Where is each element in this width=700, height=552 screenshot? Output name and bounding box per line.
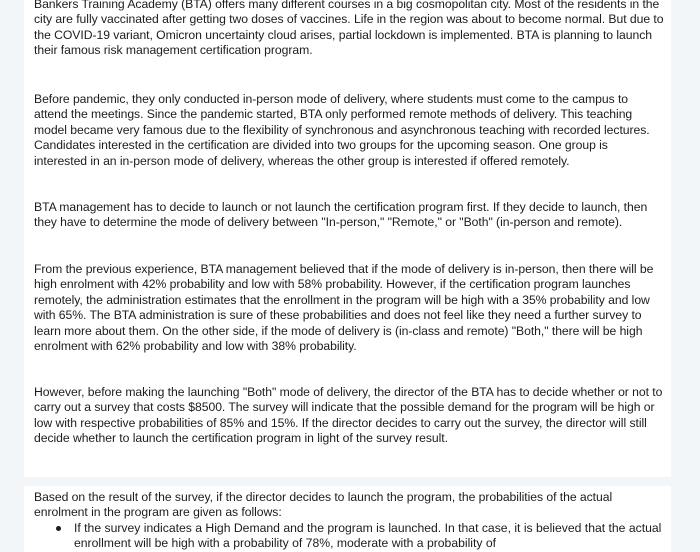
bullet-icon xyxy=(56,526,61,531)
document-panel-main xyxy=(24,0,671,477)
paragraph-intro: Bankers Training Academy (BTA) offers many different courses in a big cosmopolitan city. Most of the residents in the city are fully vaccinated after getting two doses of vaccines. Life in the region was about to become normal. But due to the COVID-19 variant, Omicron uncertainty cloud arises, partial lockdown is implemented. BTA is planning to launch their famous risk management certification program. xyxy=(34,0,664,58)
paragraph-enrolment-probabilities: From the previous experience, BTA management believed that if the mode of delivery is in-person, then there will be high enrolment with 42% probability and low with 58% probability. However, if the certification program launches remotely, the administration estimates that the enrollment in the program will be high with a 35% probability and low with 65%. The BTA administration is sure of these probabilities and does not feel like they need a further survey to learn more about them. On the other side, if the mode of delivery is (in-class and remote) "Both," there will be high enrolment with 62% probability and low with 38% probability. xyxy=(34,262,654,354)
list-item-text: If the survey indicates a High Demand and the program is launched. In that case, it is believed that the actual enrollment will be high with a probability of 78%, moderate with a probability of xyxy=(74,521,662,551)
survey-results-list xyxy=(34,521,664,552)
paragraph-survey-decision: However, before making the launching "Both" mode of delivery, the director of the BTA has to decide whether or not to carry out a survey that costs $8500. The survey will indicate that the possible demand for the program will be high or low with respective probabilities of 85% and 15%. If the director decides to carry out the survey, the director will still decide whether to launch the certification program in light of the survey result. xyxy=(34,385,663,446)
document-panel-survey-results xyxy=(24,486,671,552)
paragraph-delivery-history: Before pandemic, they only conducted in-person mode of delivery, where students must come to the campus to attend the meetings. Since the pandemic started, BTA only performed remote methods of delivery. This teaching model became very famous due to the flexibility of synchronous and asynchronous teaching with recorded lectures. Candidates interested in the certification are divided into two groups for the upcoming season. One group is interested in an in-person mode of delivery, whereas the other group is interested if offered remotely. xyxy=(34,92,650,168)
list-item xyxy=(34,521,664,552)
paragraph-management-decision: BTA management has to decide to launch or not launch the certification program first. If they decide to launch, then they have to determine the mode of delivery between "In-person," "Remote," or "Both" (in-person and remote). xyxy=(34,200,648,230)
paragraph-survey-results-intro: Based on the result of the survey, if the director decides to launch the program, the probabilities of the actual enrolment in the program are given as follows: xyxy=(34,490,613,520)
